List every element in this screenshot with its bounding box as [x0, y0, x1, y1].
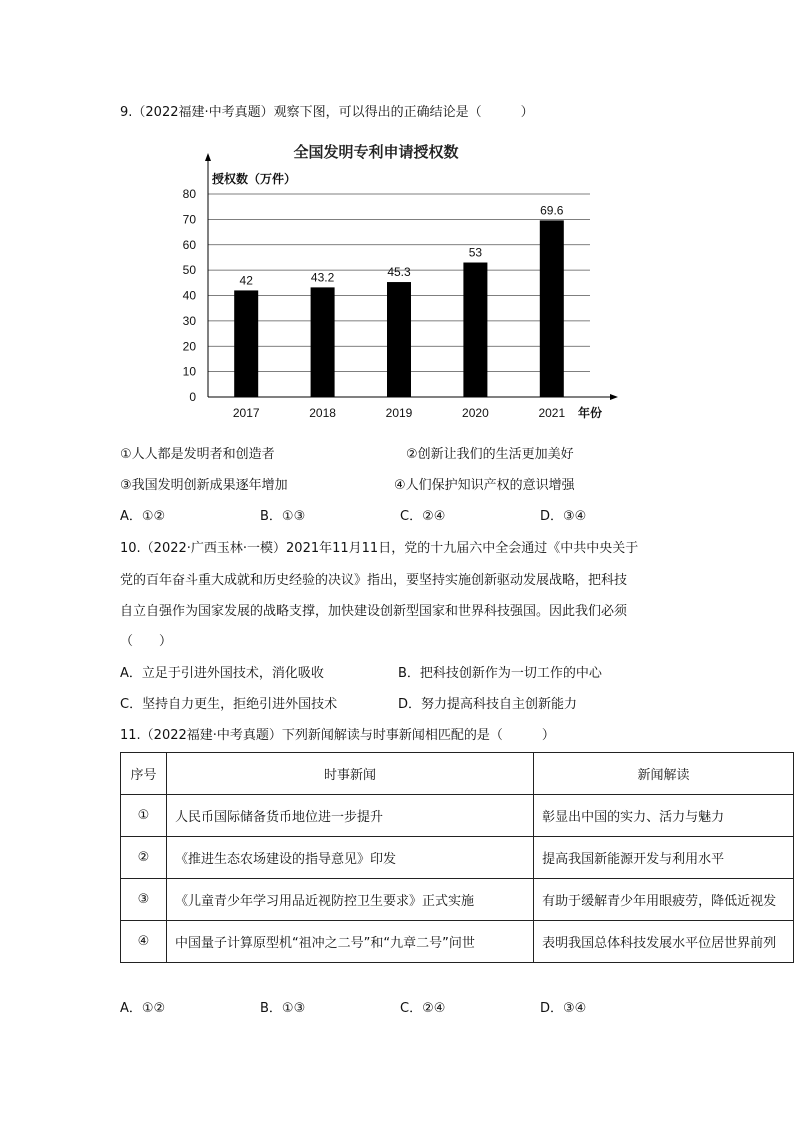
x-tick-label: 2017	[232, 406, 260, 420]
q10-option-c[interactable]: C．坚持自力更生，拒绝引进外国技术	[120, 697, 338, 712]
bar-value-label: 53	[468, 245, 483, 260]
table-header-row	[121, 753, 794, 795]
x-axis-arrow	[610, 394, 618, 400]
q11-option-a[interactable]: A．①②	[120, 1001, 166, 1016]
x-tick-label: 2021	[538, 406, 566, 420]
row-index: ①	[121, 795, 167, 837]
bar-value-label: 69.6	[540, 203, 564, 218]
row-news: 中国量子计算原型机“祖冲之二号”和“九章二号”问世	[166, 921, 533, 963]
x-axis-label: 年份	[578, 406, 603, 420]
row-interpretation: 提高我国新能源开发与利用水平	[534, 837, 794, 879]
q9-stem: 9.（2022福建·中考真题）观察下图，可以得出的正确结论是（ ）	[120, 105, 534, 120]
q9-statement-4: ④人们保护知识产权的意识增强	[394, 478, 575, 493]
y-tick-labels	[183, 187, 197, 404]
patent-bar-chart	[170, 135, 630, 425]
bars	[234, 220, 564, 397]
q11-option-d[interactable]: D．③④	[540, 1001, 587, 1016]
y-tick-label: 60	[182, 237, 196, 252]
bar	[311, 287, 335, 397]
x-tick-label: 2018	[309, 406, 336, 420]
q10-line-4: （ ）	[120, 634, 173, 649]
q11-option-b[interactable]: B．①③	[260, 1001, 306, 1016]
bar	[234, 290, 258, 397]
q10-line-2: 党的百年奋斗重大成就和历史经验的决议》指出，要坚持实施创新驱动发展战略，把科技	[120, 573, 628, 588]
bar-value-label: 42	[239, 273, 253, 288]
x-tick-label: 2020	[462, 406, 489, 420]
bar	[387, 282, 411, 397]
q9-statement-1: ①人人都是发明者和创造者	[120, 447, 275, 462]
header-interpretation: 新闻解读	[534, 753, 794, 795]
y-tick-label: 20	[182, 339, 196, 354]
q11-option-c[interactable]: C．②④	[400, 1001, 446, 1016]
bar	[540, 220, 564, 397]
row-interpretation: 彰显出中国的实力、活力与魅力	[534, 795, 794, 837]
row-index: ②	[121, 837, 167, 879]
news-table	[120, 752, 794, 963]
x-tick-labels	[233, 406, 566, 420]
y-axis-label: 授权数（万件）	[212, 172, 297, 186]
bar-value-label: 43.2	[310, 270, 335, 285]
row-index: ③	[121, 879, 167, 921]
y-tick-label: 10	[182, 364, 196, 379]
row-news: 《儿童青少年学习用品近视防控卫生要求》正式实施	[166, 879, 533, 921]
y-axis-arrow	[205, 153, 211, 161]
q10-line-1: 10.（2022·广西玉林·一模）2021年11月11日，党的十九届六中全会通过《中共中央关于	[120, 541, 639, 556]
row-index: ④	[121, 921, 167, 963]
row-news: 人民币国际储备货币地位进一步提升	[166, 795, 533, 837]
y-tick-label: 0	[189, 390, 196, 404]
header-index: 序号	[121, 753, 167, 795]
q10-line-3: 自立自强作为国家发展的战略支撑，加快建设创新型国家和世界科技强国。因此我们必须	[120, 604, 628, 619]
q10-option-b[interactable]: B．把科技创新作为一切工作的中心	[398, 666, 602, 681]
q9-option-c[interactable]: C．②④	[400, 509, 446, 524]
header-news: 时事新闻	[166, 753, 533, 795]
q9-option-a[interactable]: A．①②	[120, 509, 166, 524]
y-tick-label: 70	[182, 212, 196, 227]
q11-stem: 11.（2022福建·中考真题）下列新闻解读与时事新闻相匹配的是（ ）	[120, 728, 555, 743]
row-interpretation: 有助于缓解青少年用眼疲劳，降低近视发	[534, 879, 794, 921]
q9-statement-2: ②创新让我们的生活更加美好	[406, 447, 574, 462]
q9-statement-3: ③我国发明创新成果逐年增加	[120, 478, 288, 493]
table-row	[121, 837, 794, 879]
value-labels	[240, 203, 564, 287]
table-row	[121, 795, 794, 837]
bar	[463, 263, 487, 397]
y-tick-label: 30	[182, 313, 196, 328]
q10-option-d[interactable]: D．努力提高科技自主创新能力	[398, 697, 578, 712]
table-row	[121, 921, 794, 963]
q9-option-b[interactable]: B．①③	[260, 509, 306, 524]
q10-option-a[interactable]: A．立足于引进外国技术，消化吸收	[120, 666, 324, 681]
y-tick-label: 40	[182, 288, 196, 303]
bar-value-label: 45.3	[387, 265, 411, 280]
y-tick-label: 80	[182, 187, 196, 201]
row-interpretation: 表明我国总体科技发展水平位居世界前列	[534, 921, 794, 963]
table-row	[121, 879, 794, 921]
x-tick-label: 2019	[385, 406, 413, 420]
q9-option-d[interactable]: D．③④	[540, 509, 587, 524]
y-tick-label: 50	[182, 263, 196, 278]
row-news: 《推进生态农场建设的指导意见》印发	[166, 837, 533, 879]
chart-title: 全国发明专利申请授权数	[293, 144, 459, 161]
